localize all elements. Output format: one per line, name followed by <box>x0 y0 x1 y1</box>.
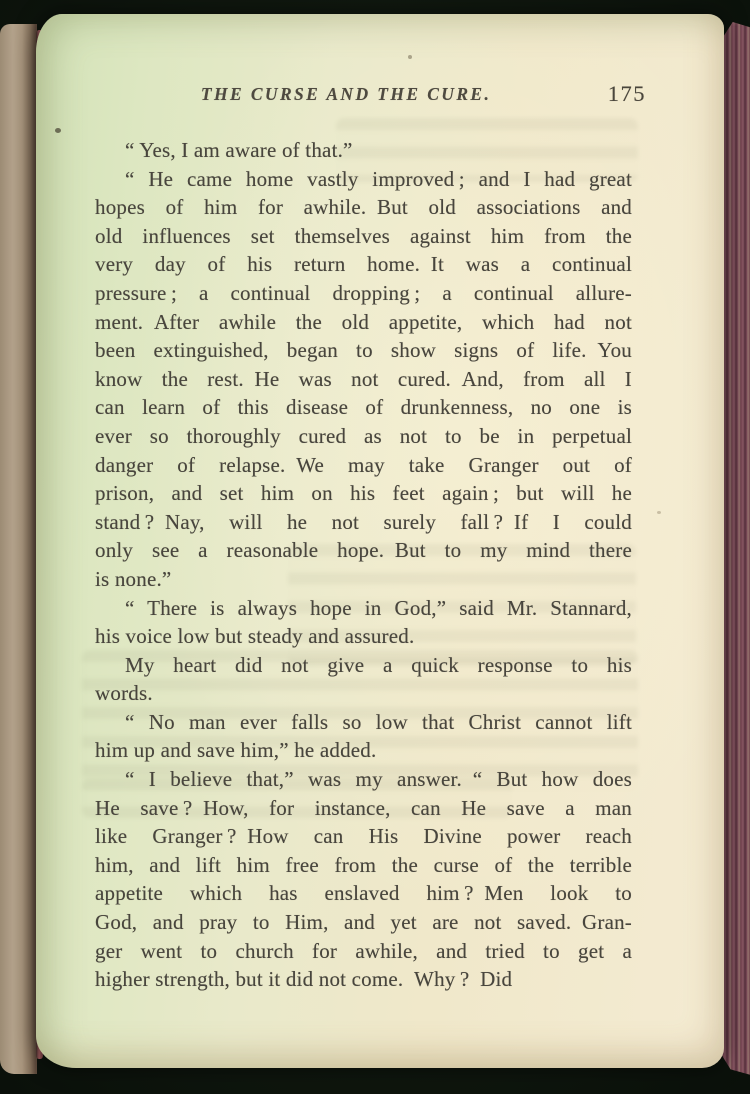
ink-speck <box>408 55 412 59</box>
text-line: My heart did not give a quick response to his <box>125 652 632 677</box>
text-line: old influences set themselves against him from the <box>95 223 632 248</box>
text-line: higher strength, but it did not come. Why ? Did <box>95 967 513 992</box>
running-header <box>95 81 646 112</box>
text-line: words. <box>95 681 153 706</box>
text-line: He save ? How, for instance, can He save a man <box>95 795 632 820</box>
text-line: very day of his return home. It was a continual <box>95 252 632 277</box>
text-line: hopes of him for awhile. But old associations and <box>95 195 632 220</box>
text-line: “ Yes, I am aware of that.” <box>125 138 353 162</box>
text-line: know the rest. He was not cured. And, from all I <box>95 366 632 391</box>
text-line: like Granger ? How can His Divine power reach <box>95 824 632 849</box>
book-fore-edge-left <box>0 24 37 1074</box>
chapter-title: THE CURSE AND THE CURE. <box>200 84 492 104</box>
ink-speck <box>657 511 661 514</box>
text-line: “ No man ever falls so low that Christ cannot lift <box>125 709 632 734</box>
text-line: God, and pray to Him, and yet are not saved. Gran- <box>95 910 632 935</box>
text-line: prison, and set him on his feet again ; but will he <box>95 481 632 506</box>
text-line: him up and save him,” he added. <box>95 738 377 763</box>
text-line: only see a reasonable hope. But to my mind there <box>95 538 632 563</box>
text-line: “ I believe that,” was my answer. “ But how does <box>125 767 632 792</box>
page-number: 175 <box>607 81 646 106</box>
text-line: ment. After awhile the old appetite, which had not <box>95 309 632 334</box>
text-line: ger went to church for awhile, and tried to get a <box>95 938 632 963</box>
text-line: “ He came home vastly improved ; and I had great <box>125 166 632 191</box>
text-line: his voice low but steady and assured. <box>95 624 415 649</box>
text-line: stand ? Nay, will he not surely fall ? If I could <box>95 509 632 534</box>
text-line: is none.” <box>95 566 172 591</box>
text-line: “ There is always hope in God,” said Mr. Stannard, <box>125 595 632 620</box>
text-line: danger of relapse. We may take Granger out of <box>95 452 632 477</box>
text-line: pressure ; a continual dropping ; a continual allure- <box>95 280 632 305</box>
text-line: appetite which has enslaved him ? Men look to <box>95 881 632 906</box>
book-page <box>36 14 724 1068</box>
text-line: been extinguished, began to show signs of life. You <box>95 338 632 363</box>
text-line: ever so thoroughly cured as not to be in perpetual <box>95 423 632 448</box>
body-text <box>95 136 632 994</box>
ink-speck <box>55 128 61 133</box>
text-line: can learn of this disease of drunkenness, no one is <box>95 395 632 420</box>
text-line: him, and lift him free from the curse of the terrible <box>95 852 632 877</box>
